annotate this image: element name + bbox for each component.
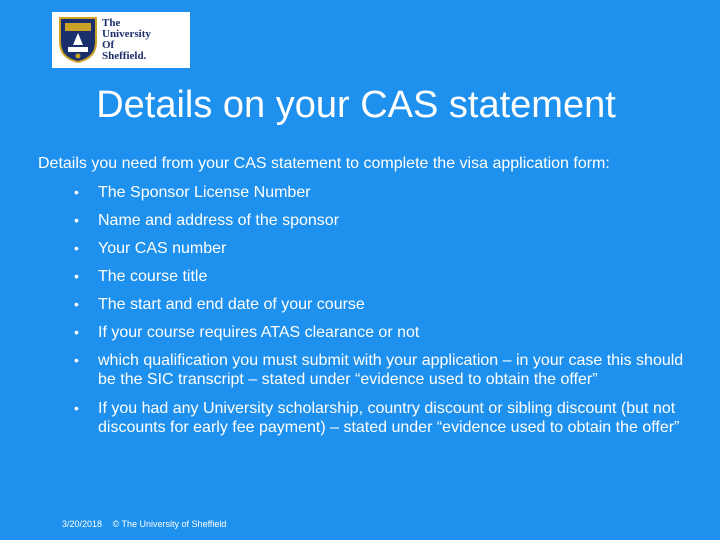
slide-footer bbox=[62, 519, 234, 529]
crest-icon bbox=[58, 16, 98, 64]
logo-line: Of bbox=[102, 39, 115, 51]
bullet-icon: • bbox=[74, 184, 79, 200]
bullet-icon: • bbox=[74, 212, 79, 228]
bullet-icon: • bbox=[74, 240, 79, 256]
logo-line: Sheffield. bbox=[102, 50, 147, 62]
footer-copyright: © The University of Sheffield bbox=[112, 519, 227, 529]
university-logo bbox=[52, 12, 190, 68]
logo-line: The bbox=[102, 17, 121, 29]
list-item: • Your CAS number bbox=[74, 240, 227, 257]
intro-text: Details you need from your CAS statement to complete the visa application form: bbox=[38, 155, 610, 172]
bullet-list bbox=[74, 183, 694, 437]
bullet-icon: • bbox=[74, 400, 79, 416]
bullet-icon: • bbox=[74, 268, 79, 284]
footer-date: 3/20/2018 bbox=[62, 519, 103, 529]
list-item: • If you had any University scholarship, country discount or sibling discount (but not discounts for early fee payment) – stated under “evidence used to obtain the offer” bbox=[74, 400, 680, 436]
list-item: • Name and address of the sponsor bbox=[74, 212, 340, 229]
list-item: • The course title bbox=[74, 268, 208, 285]
list-item: • which qualification you must submit with your application – in your case this should be the SIC transcript – stated under “evidence used to obtain the offer” bbox=[74, 352, 684, 388]
bullet-icon: • bbox=[74, 296, 79, 312]
slide-title: Details on your CAS statement bbox=[96, 84, 616, 126]
bullet-icon: • bbox=[74, 352, 79, 368]
logo-line: University bbox=[102, 28, 151, 40]
list-item: • The Sponsor License Number bbox=[74, 184, 311, 201]
bullet-icon: • bbox=[74, 324, 79, 340]
list-item: • The start and end date of your course bbox=[74, 296, 365, 313]
list-item: • If your course requires ATAS clearance or not bbox=[74, 324, 420, 341]
logo-wordmark bbox=[102, 18, 151, 62]
